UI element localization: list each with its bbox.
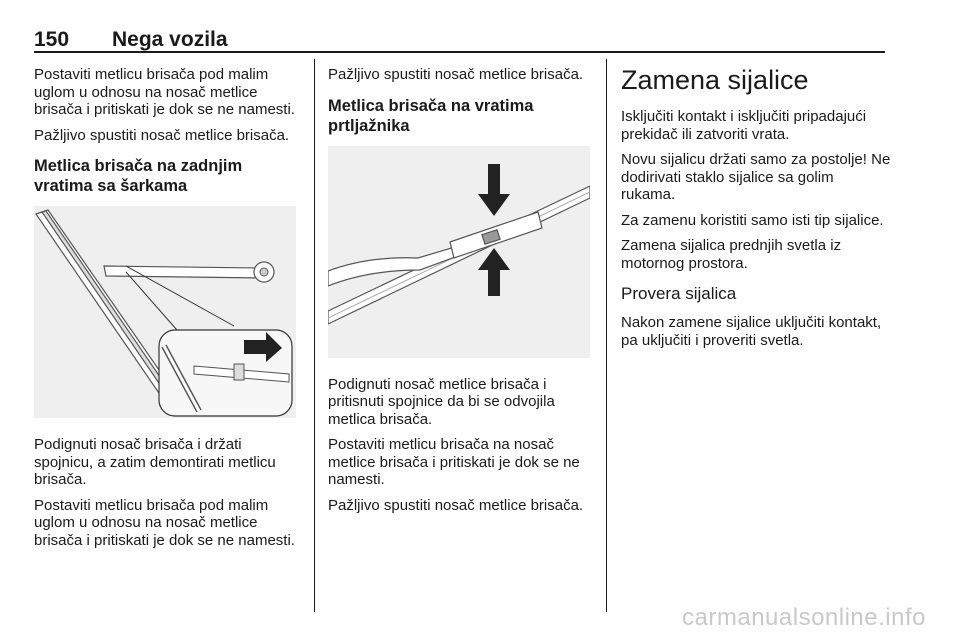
col1-paragraph-2: Pažljivo spustiti nosač metlice brisača. — [34, 126, 290, 144]
column-divider-1 — [314, 59, 315, 612]
col3-paragraph-1: Isključiti kontakt i isključiti pripadajući prekidač ili zatvoriti vrata. — [621, 108, 867, 143]
page-header — [34, 28, 885, 50]
watermark: carmanualsonline.info — [682, 604, 926, 631]
header-rule — [34, 51, 885, 53]
col1-heading: Metlica brisača na zadnjim vratima sa šarkama — [34, 157, 243, 195]
col1-paragraph-1: Postaviti metlicu brisača pod malim uglom u odnosu na nosač metlice brisača i pritiskati je dok se ne namesti. — [34, 66, 295, 118]
column-1 — [34, 66, 300, 557]
section-title: Nega vozila — [112, 28, 228, 51]
column-divider-2 — [606, 59, 607, 612]
page-number: 150 — [34, 28, 70, 51]
column-3 — [621, 64, 891, 357]
col2-paragraph-3: Postaviti metlicu brisača na nosač metlice brisača i pritiskati je dok se ne namesti. — [328, 436, 580, 488]
hinged-tailgate-wiper-illustration — [34, 206, 296, 418]
bulb-check-heading: Provera sijalica — [621, 284, 737, 303]
col2-heading: Metlica brisača na vratima prtljažnika — [328, 96, 534, 135]
col3-paragraph-5: Nakon zamene sijalice uključiti kontakt, pa uključiti i proveriti svetla. — [621, 314, 882, 349]
bulb-replacement-title: Zamena sijalice — [621, 65, 809, 95]
tailgate-wiper-illustration — [328, 146, 590, 358]
col1-paragraph-4: Postaviti metlicu brisača pod malim uglom u odnosu na nosač metlice brisača i pritiskati je dok se ne namesti. — [34, 496, 295, 549]
col2-paragraph-4: Pažljivo spustiti nosač metlice brisača. — [328, 496, 584, 514]
col3-paragraph-3: Za zamenu koristiti samo isti tip sijalice. — [621, 211, 884, 229]
col3-paragraph-4: Zamena sijalica prednjih svetla iz motornog prostora. — [621, 237, 842, 272]
col2-paragraph-1: Pažljivo spustiti nosač metlice brisača. — [328, 66, 584, 83]
col2-paragraph-2: Podignuti nosač metlice brisača i pritisnuti spojnice da bi se odvojila metlica brisača. — [328, 375, 555, 428]
column-2 — [328, 66, 594, 522]
col1-paragraph-3: Podignuti nosač brisača i držati spojnicu, a zatim demontirati metlicu brisača. — [34, 436, 276, 488]
col3-paragraph-2: Novu sijalicu držati samo za postolje! Ne dodirivati staklo sijalice sa golim rukama. — [621, 151, 891, 203]
